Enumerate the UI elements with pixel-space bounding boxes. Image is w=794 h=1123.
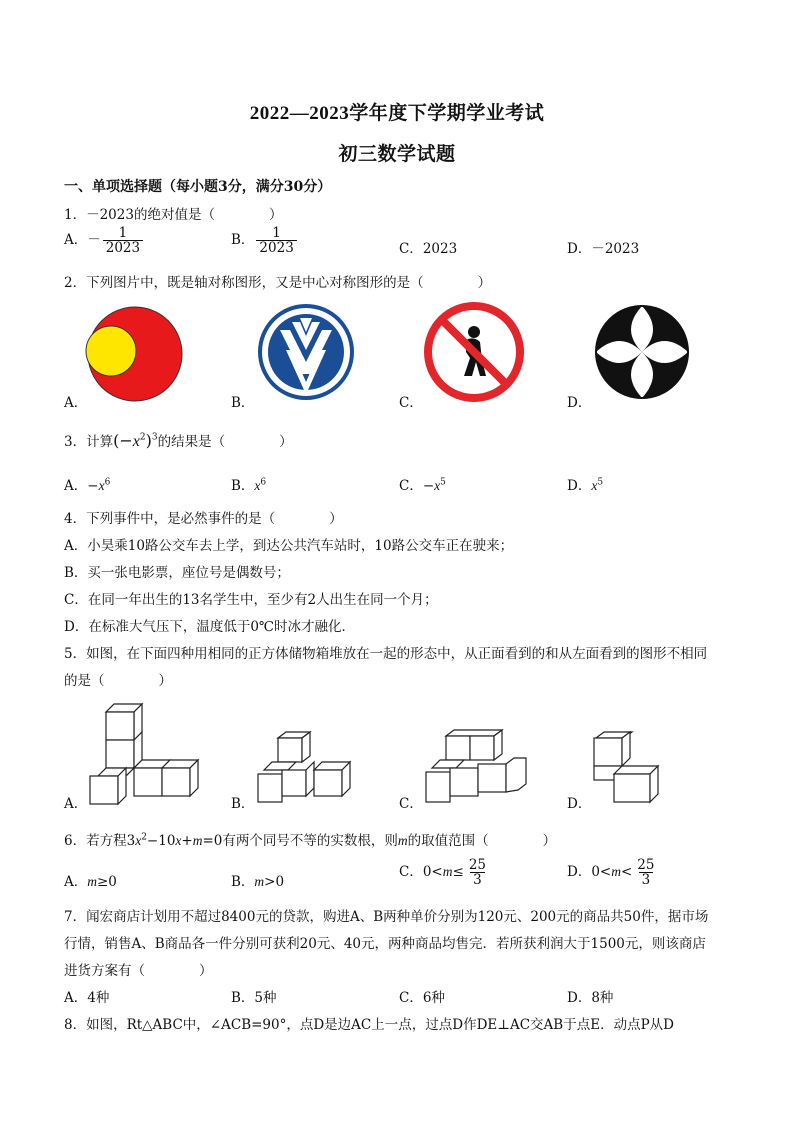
q1-option-d: D．－2023 — [567, 241, 640, 257]
q4-stem: 4．下列事件中，是必然事件的是（ ） — [64, 511, 343, 527]
q5-figure-b-boxes — [254, 730, 364, 806]
q3-option-d — [567, 474, 603, 494]
q5-stem-line2: 的是（ ） — [64, 673, 172, 689]
q3-option-c — [399, 474, 446, 494]
q6-b-expr: m>0 — [254, 874, 285, 890]
q3-stem — [64, 430, 293, 451]
q5-option-d: D． — [567, 796, 592, 812]
q6-c-fraction — [466, 858, 489, 887]
q1-a-fraction — [103, 226, 143, 255]
q3-c-expr: $-x^5$ — [422, 477, 446, 494]
q6-option-d — [567, 858, 659, 887]
q3-a-expr: $-x^6$ — [87, 477, 111, 494]
q1-option-b — [231, 226, 299, 255]
section-heading: 一、单项选择题（每小题3分，满分30分） — [64, 179, 332, 195]
q7-stem-line1: 7．闻宏商店计划用不超过8400元的贷款，购进A、B两种单价分别为120元、200元的商品共50件，据市场 — [64, 909, 709, 925]
q4-option-a: A．小昊乘10路公交车去上学，到达公共汽车站时，10路公交车正在驶来； — [64, 538, 514, 554]
q1-option-a — [64, 226, 145, 255]
q8-stem-line1: 8．如图，Rt△ABC中，∠ACB=90°，点D是边AC上一点，过点D作DE⊥AC交AB于点E．动点P从D — [64, 1017, 674, 1033]
q6-option-b — [231, 870, 284, 890]
q5-option-c: C． — [399, 796, 423, 812]
q3-stem-post: 的结果是（ ） — [157, 434, 293, 450]
q1-b-num: 1 — [272, 225, 281, 241]
q3-option-a — [64, 474, 110, 494]
q4-option-d: D．在标准大气压下，温度低于0℃时冰才融化． — [64, 619, 356, 635]
q7-stem-line2: 行情，销售A、B商品各一件分别可获利20元、40元，两种商品均售完．若所获利润大于1500元，则该商店 — [64, 936, 706, 952]
q6-stem-tail: 的取值范围（ ） — [407, 833, 557, 849]
q6-stem-post: 有两个同号不等的实数根，则 — [222, 833, 398, 849]
q3-b-label: B． — [231, 478, 255, 494]
q6-d-den: 3 — [639, 872, 654, 887]
q6-d-expr: 0<m< — [591, 864, 633, 881]
q6-c-label: C． — [399, 864, 423, 881]
q6-c-den: 3 — [470, 872, 485, 887]
q6-stem — [64, 829, 556, 849]
q3-a-label: A． — [64, 478, 88, 494]
q5-figure-c-boxes — [422, 728, 532, 806]
exam-title: 2022—2023学年度下学期学业考试 — [249, 103, 545, 124]
q6-option-a — [64, 870, 117, 890]
q6-a-expr: m≥0 — [87, 874, 117, 890]
q1-a-num: 1 — [118, 225, 128, 241]
q1-b-label: B． — [231, 232, 255, 249]
q3-option-b — [231, 474, 266, 494]
q5-figure-d-boxes — [590, 730, 664, 806]
q7-option-c: C．6种 — [399, 990, 445, 1006]
q3-expression: $(-x^2)^3$ — [113, 431, 158, 450]
q2-figure-four-petal-pattern — [592, 302, 692, 402]
q2-figure-vw-logo — [256, 302, 356, 402]
q6-c-num: 25 — [468, 857, 486, 873]
q3-b-expr: $x^6$ — [254, 477, 267, 493]
q6-a-label: A． — [64, 874, 88, 890]
q1-a-label: A．－ — [64, 232, 101, 249]
cube-stack — [106, 704, 142, 768]
q1-option-c: C．2023 — [399, 241, 458, 257]
q3-d-expr: $x^5$ — [591, 477, 604, 493]
q6-b-label: B． — [231, 874, 255, 890]
q1-b-den: 2023 — [256, 240, 296, 255]
q1-a-den: 2023 — [103, 240, 143, 255]
q1-b-fraction — [256, 226, 296, 255]
q3-stem-pre: 3．计算 — [64, 434, 114, 450]
q5-stem-line1: 5．如图，在下面四种用相同的正方体储物箱堆放在一起的形态中，从正面看到的和从左面看到的图形不相同 — [64, 646, 708, 662]
q6-d-num: 25 — [637, 857, 655, 873]
exam-subtitle: 初三数学试题 — [338, 144, 456, 165]
q2-option-d: D． — [567, 395, 592, 411]
q4-option-c: C．在同一年出生的13名学生中，至少有2人出生在同一个月； — [64, 592, 438, 608]
q6-c-expr: 0<m≤ — [422, 864, 464, 881]
q5-option-a: A． — [64, 796, 88, 812]
q6-d-fraction — [634, 858, 657, 887]
q6-option-c — [399, 858, 491, 887]
q7-option-b: B．5种 — [231, 990, 277, 1006]
q2-figure-red-circle — [84, 304, 188, 404]
q6-equation: $3x^2-10x+m=0$ — [126, 832, 223, 849]
q5-option-b: B． — [231, 796, 255, 812]
q2-option-a: A． — [64, 395, 88, 411]
q6-stem-pre: 6．若方程 — [64, 833, 127, 849]
q6-variable-m: m — [397, 833, 408, 848]
q3-c-label: C． — [399, 478, 423, 494]
q1-stem: 1．－2023的绝对值是（ ） — [64, 207, 283, 223]
q5-figure-a-boxes — [86, 700, 202, 806]
q2-option-b: B． — [231, 395, 255, 411]
q2-option-c: C． — [399, 395, 423, 411]
q7-option-d: D．8种 — [567, 990, 614, 1006]
q2-figure-no-pedestrian-sign — [424, 302, 524, 402]
q7-option-a: A．4种 — [64, 990, 110, 1006]
q3-d-label: D． — [567, 478, 592, 494]
q2-stem: 2．下列图片中，既是轴对称图形，又是中心对称图形的是（ ） — [64, 275, 492, 291]
q7-stem-line3: 进货方案有（ ） — [64, 963, 213, 979]
q4-option-b: B．买一张电影票，座位号是偶数号； — [64, 565, 290, 581]
q6-d-label: D． — [567, 864, 592, 881]
